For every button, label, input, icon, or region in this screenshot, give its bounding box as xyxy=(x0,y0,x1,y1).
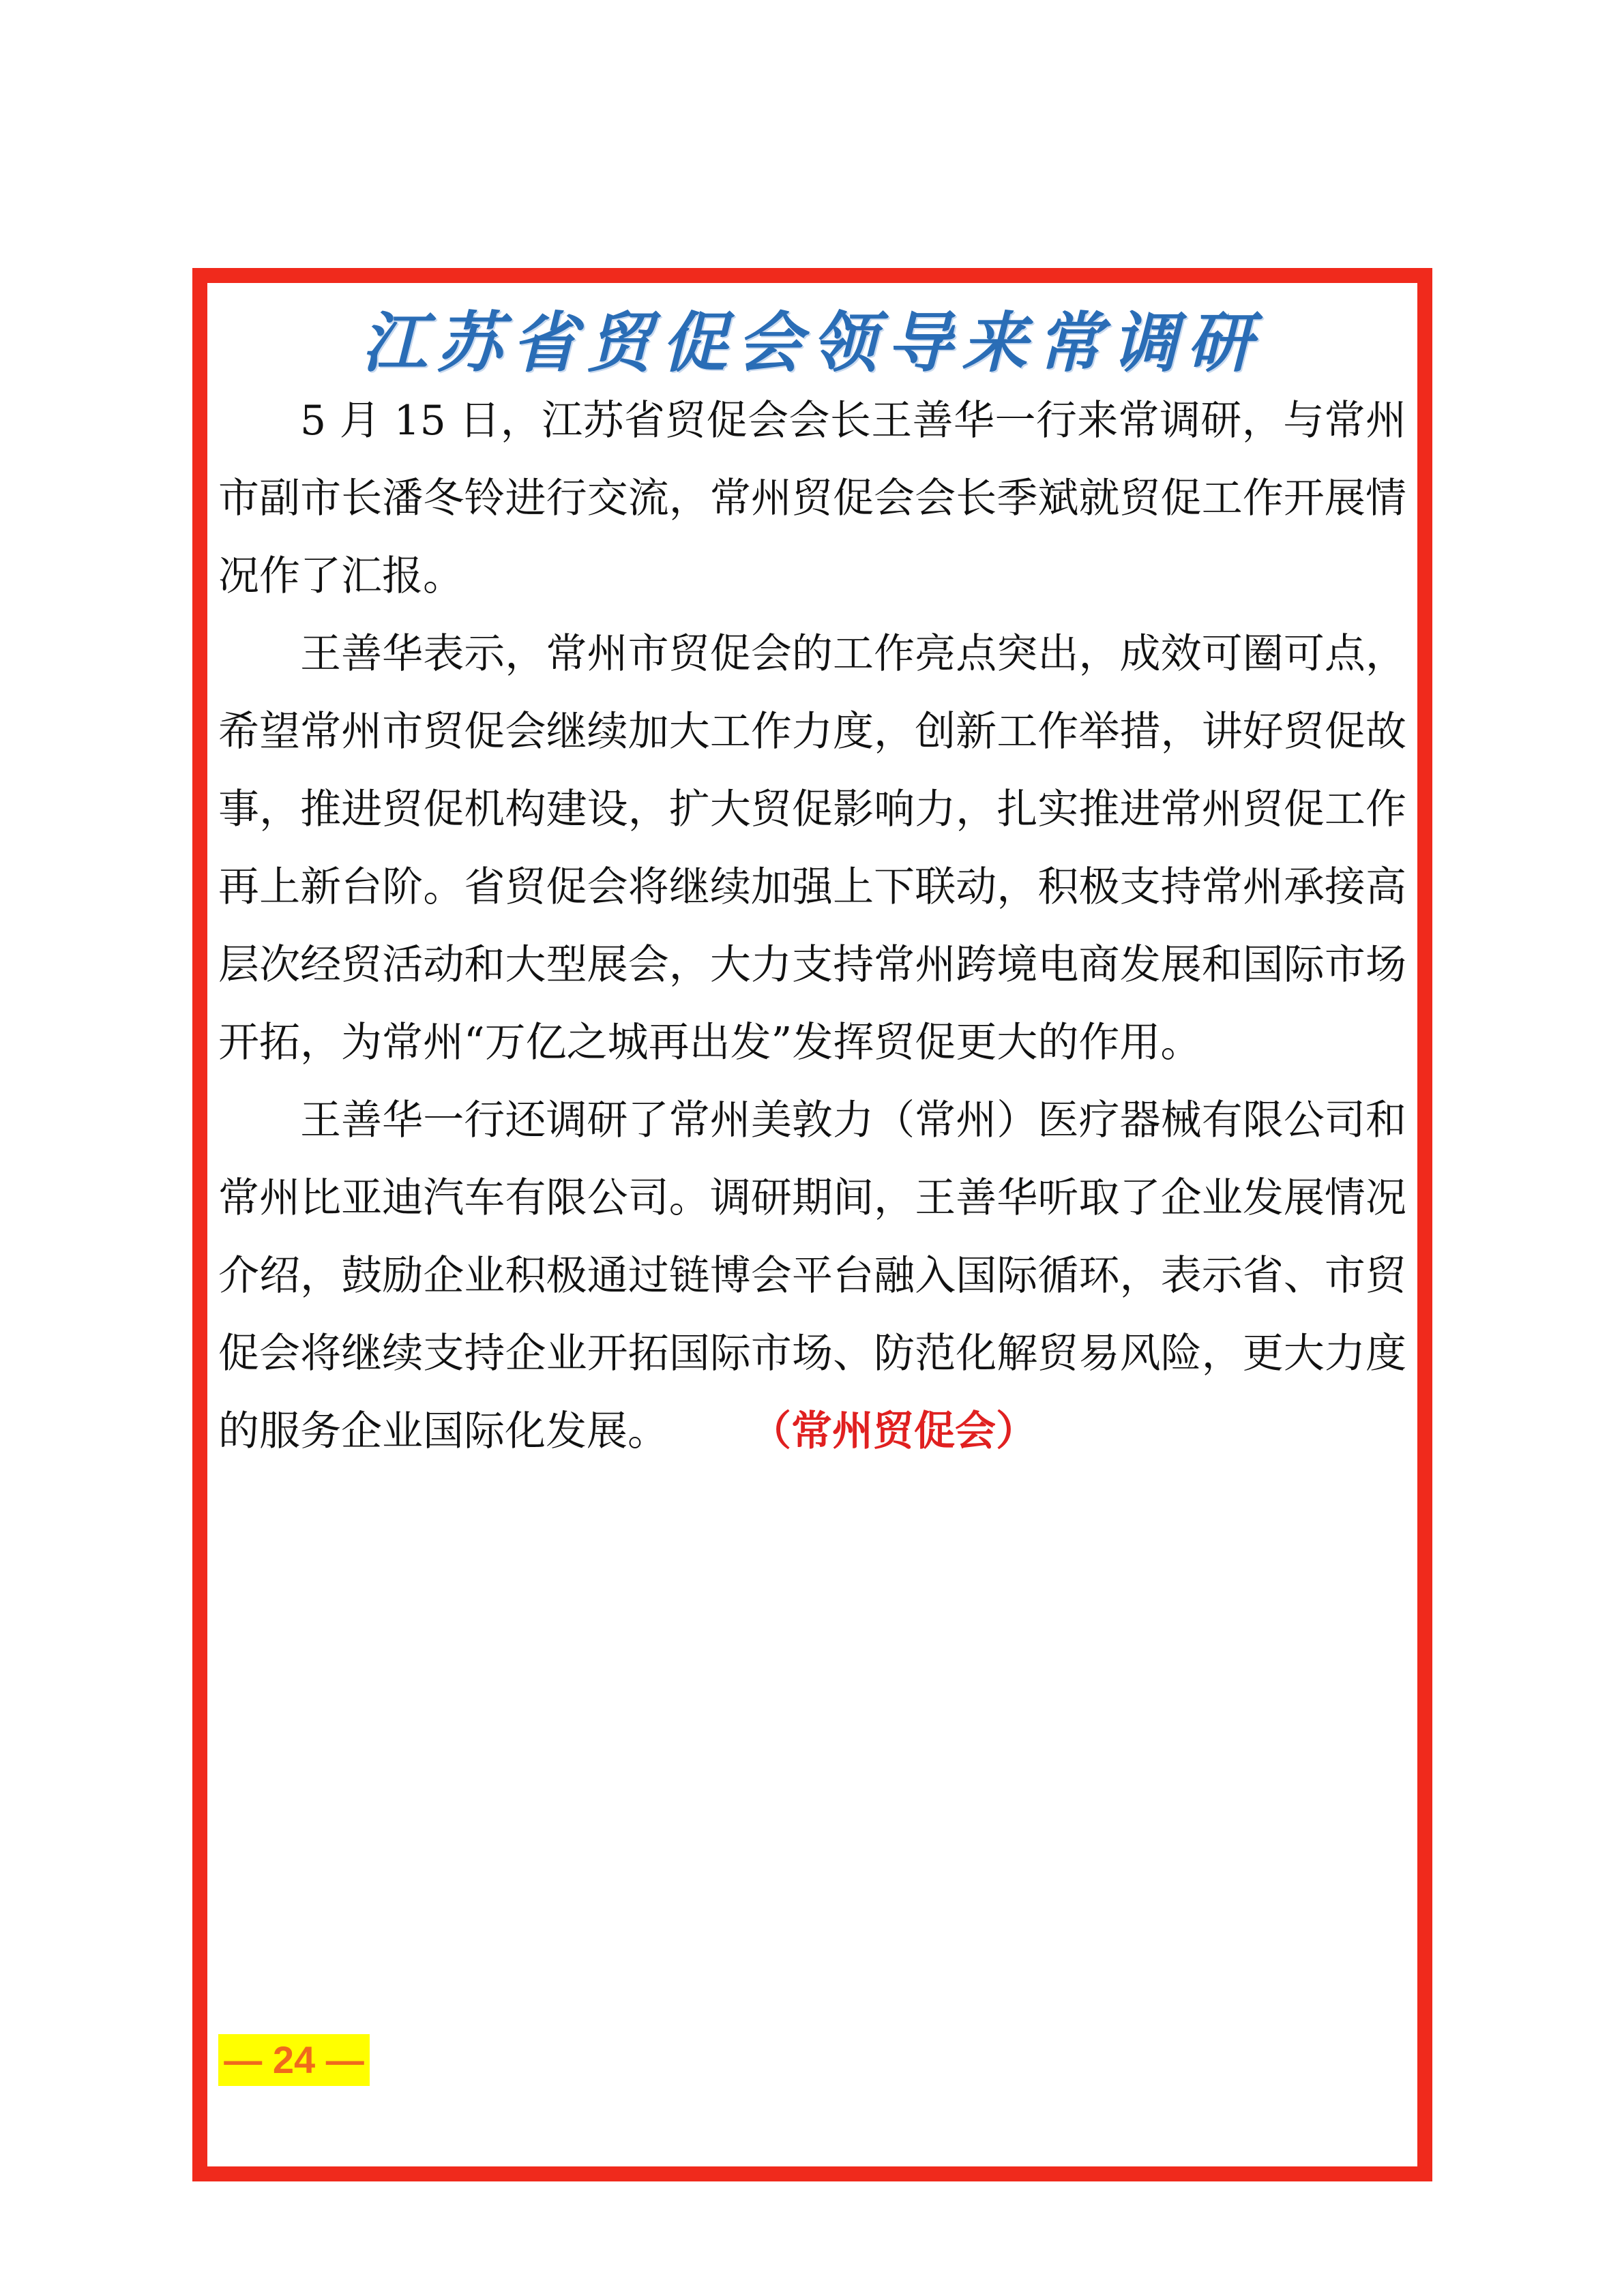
article-paragraph-2: 王善华表示，常州市贸促会的工作亮点突出，成效可圈可点，希望常州市贸促会继续加大工作力度，创新工作举措，讲好贸促故事，推进贸促机构建设，扩大贸促影响力，扎实推进常州贸促工作再上新台阶。省贸促会将继续加强上下联动，积极支持常州承接高层次经贸活动和大型展会，大力支持常州跨境电商发展和国际市场开拓，为常州“万亿之城再出发”发挥贸促更大的作用。 xyxy=(218,630,1406,1067)
article-paragraph-1: 5 月 15 日，江苏省贸促会会长王善华一行来常调研，与常州市副市长潘冬铃进行交流，常州贸促会会长季斌就贸促工作开展情况作了汇报。 xyxy=(218,397,1406,600)
article-paragraph-3-text: 王善华一行还调研了常州美敦力（常州）医疗器械有限公司和常州比亚迪汽车有限公司。调研期间，王善华听取了企业发展情况介绍，鼓励企业积极通过链博会平台融入国际循环，表示省、市贸促会将继续支持企业开拓国际市场、防范化解贸易风险，更大力度的服务企业国际化发展。 xyxy=(218,1097,1406,1455)
page-number: — 24 — xyxy=(218,2034,370,2086)
article-body xyxy=(218,382,1406,1470)
article-title: 江苏省贸促会领导来常调研 xyxy=(361,304,1262,381)
article-source: （常州贸促会） xyxy=(771,1407,1037,1455)
article-paragraph-3 xyxy=(218,1082,1406,1470)
